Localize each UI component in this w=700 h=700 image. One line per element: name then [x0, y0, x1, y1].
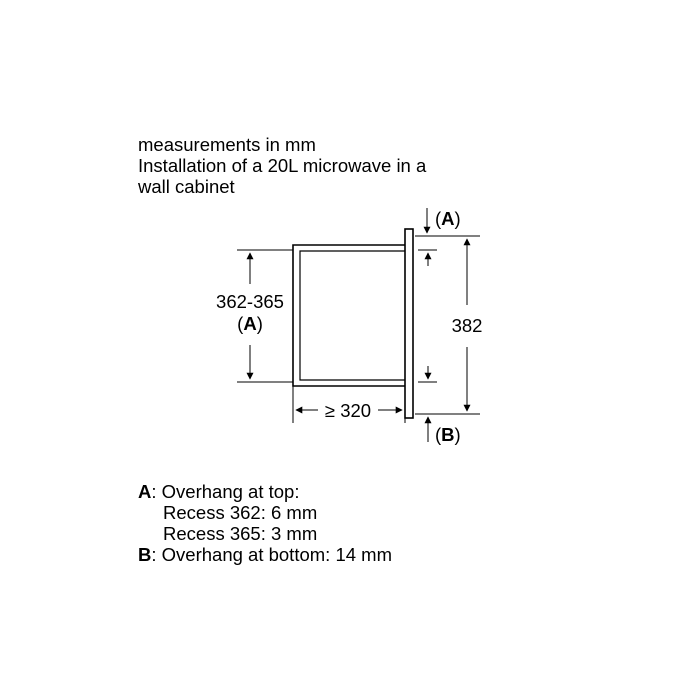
title-line-2: wall cabinet: [138, 176, 235, 197]
depth-label: ≥ 320: [324, 400, 372, 421]
height-range-label: 362-365: [216, 291, 284, 312]
cabinet-outline: [293, 245, 405, 386]
legend-recess-365: Recess 365: 3 mm: [163, 523, 318, 544]
legend-a-key: A: [138, 481, 152, 502]
legend-b-text: : Overhang at bottom: 14 mm: [151, 544, 392, 565]
overhang-bottom-label: (B): [435, 424, 461, 445]
legend-a: [138, 481, 392, 502]
legend-recess-362: Recess 362: 6 mm: [163, 502, 318, 523]
legend-b-key: B: [138, 544, 152, 565]
recess-arrows: [418, 250, 437, 382]
total-height-label: 382: [451, 315, 483, 336]
front-panel: [405, 229, 413, 418]
legend-b: [138, 544, 392, 565]
units-note: measurements in mm: [138, 134, 316, 155]
overhang-top-label: (A): [435, 208, 461, 229]
legend-a-text: : Overhang at top:: [151, 481, 300, 502]
legend: [138, 481, 392, 565]
height-marker-label: (A): [237, 313, 263, 334]
title-line-1: Installation of a 20L microwave in a: [138, 155, 427, 176]
